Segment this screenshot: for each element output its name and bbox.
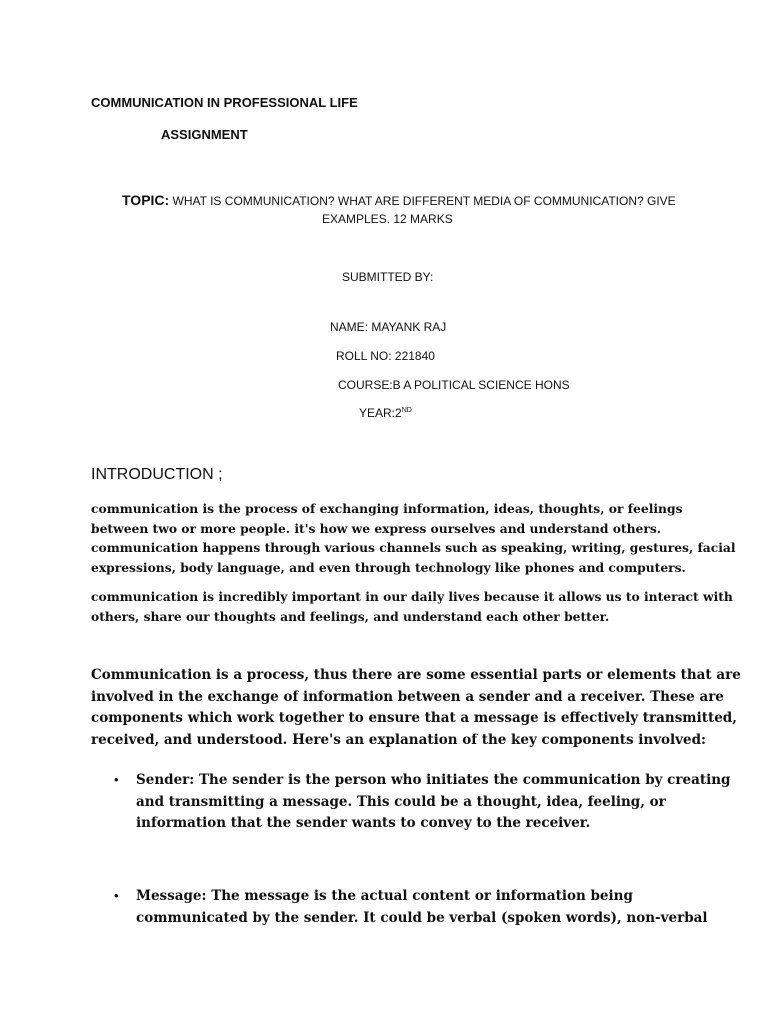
bullet-line: and transmitting a message. This could be a thought, idea, feeling, or [136, 793, 666, 810]
intro-paragraph-1 [91, 499, 736, 577]
bullet-item-sender [136, 770, 730, 835]
topic-text-1: WHAT IS COMMUNICATION? WHAT ARE DIFFERENT MEDIA OF COMMUNICATION? GIVE [172, 194, 676, 208]
year-suffix: ND [401, 407, 412, 414]
bullet-line: information that the sender wants to convey to the receiver. [136, 815, 591, 831]
paragraph-line: others, share our thoughts and feelings, and understand each other better. [91, 608, 610, 624]
intro-paragraph-2 [91, 587, 733, 626]
paragraph-line: expressions, body language, and even through technology like phones and computers. [91, 559, 686, 575]
paragraph-line: involved in the exchange of information between a sender and a receiver. These are [91, 688, 724, 705]
paragraph-line: communication is incredibly important in our daily lives because it allows us to interact with [91, 589, 733, 604]
paragraph-line: components which work together to ensure that a message is effectively transmitted, [91, 710, 737, 726]
roll-number: ROLL NO: 221840 [336, 349, 435, 363]
topic-line-1 [122, 192, 676, 208]
assignment-label: ASSIGNMENT [161, 127, 248, 142]
bullet-icon: • [114, 772, 119, 787]
paragraph-line: communication happens through various channels such as speaking, writing, gestures, facial [91, 540, 736, 555]
year-of-study [359, 406, 412, 420]
bullet-line: communicated by the sender. It could be verbal (spoken words), non-verbal [136, 909, 708, 926]
introduction-heading: INTRODUCTION ; [91, 466, 223, 483]
bullet-item-message [136, 886, 708, 929]
paragraph-line: communication is the process of exchanging information, ideas, thoughts, or feelings [91, 501, 683, 516]
submitted-by-label: SUBMITTED BY: [342, 270, 434, 284]
paragraph-line: received, and understood. Here's an explanation of the key components involved: [91, 731, 707, 748]
course-title: COMMUNICATION IN PROFESSIONAL LIFE [91, 95, 358, 110]
topic-label: TOPIC: [122, 192, 170, 208]
year-prefix: YEAR:2 [359, 406, 402, 420]
bullet-icon: • [114, 888, 119, 903]
topic-line-2: EXAMPLES. 12 MARKS [322, 212, 453, 226]
bullet-line: Message: The message is the actual content or information being [136, 888, 633, 904]
course-name: COURSE:B A POLITICAL SCIENCE HONS [338, 378, 570, 392]
paragraph-line: Communication is a process, thus there are some essential parts or elements that are [91, 667, 741, 683]
bullet-line: Sender: The sender is the person who initiates the communication by creating [136, 772, 731, 788]
paragraph-line: between two or more people. it's how we express ourselves and understand others. [91, 520, 662, 536]
process-paragraph [91, 665, 741, 751]
student-name: NAME: MAYANK RAJ [330, 320, 447, 334]
